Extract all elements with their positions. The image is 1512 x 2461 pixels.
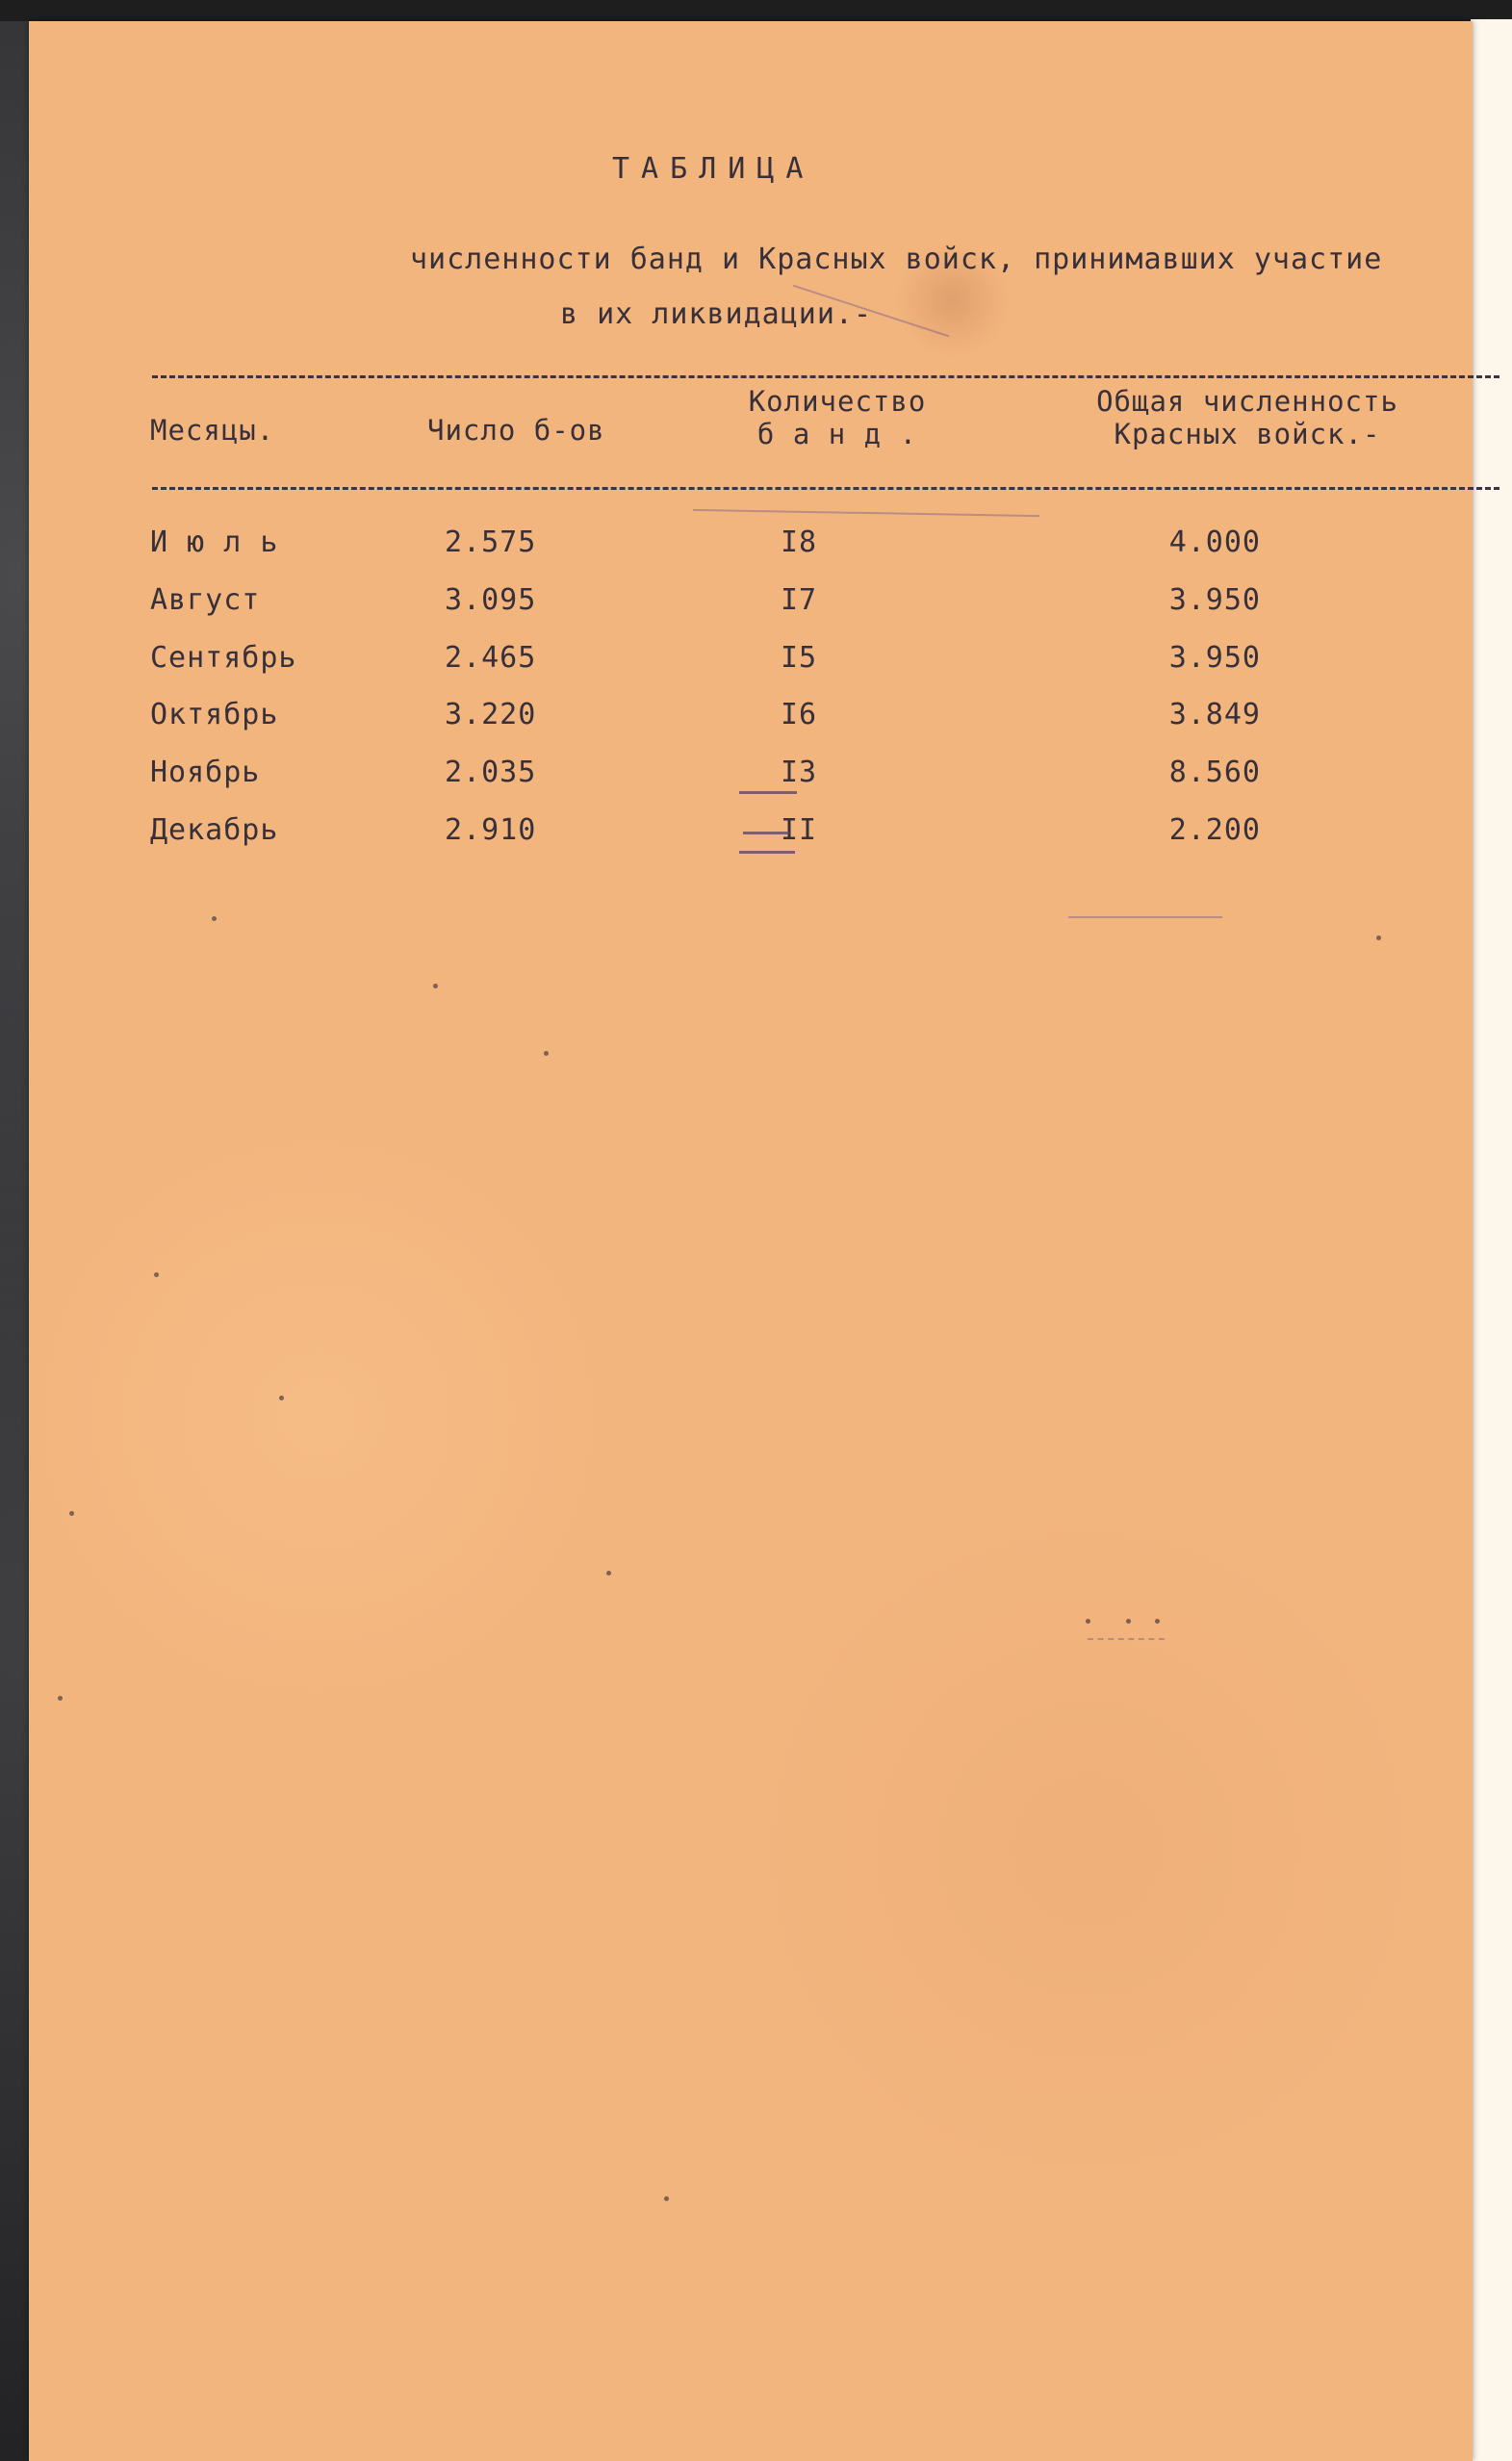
paper-speck [1155, 1619, 1160, 1624]
paper-edge-strip [1471, 19, 1512, 2461]
document-title: ТАБЛИЦА [612, 152, 815, 186]
cell-bands: I8 [780, 526, 818, 559]
document-subtitle-line1: численности банд и Красных войск, принимавших участие [410, 243, 1383, 276]
paper-speck [69, 1511, 74, 1516]
pencil-underline [739, 851, 795, 854]
paper-speck [664, 2196, 669, 2201]
table-top-rule [152, 375, 1499, 378]
cell-bands: I7 [780, 583, 818, 617]
cell-month: Август [150, 583, 261, 617]
header-bands-line1: Количество [748, 385, 927, 418]
cell-bands: I3 [780, 756, 818, 789]
paper-speck [1126, 1619, 1131, 1624]
header-troops [1074, 385, 1421, 450]
cell-month: Октябрь [150, 698, 279, 731]
cell-bands: I6 [780, 698, 818, 731]
cell-troops: 2.200 [1168, 813, 1261, 847]
paper-speck [1086, 1619, 1090, 1624]
header-month: Месяцы. [150, 414, 275, 447]
pencil-stroke [693, 509, 1039, 517]
cell-troops: 3.950 [1168, 583, 1261, 617]
paper-speck [544, 1051, 549, 1056]
cell-month: Сентябрь [150, 641, 297, 675]
cell-month: И ю л ь [150, 526, 279, 559]
cell-troops: 4.000 [1168, 526, 1261, 559]
cell-month: Декабрь [150, 813, 279, 847]
paper-speck [606, 1571, 611, 1576]
cell-bands: II [780, 813, 818, 847]
cell-count: 2.465 [445, 641, 537, 675]
cell-count: 3.220 [445, 698, 537, 731]
document-subtitle-line2: в их ликвидации.- [560, 297, 873, 331]
pencil-stroke [1068, 916, 1222, 918]
cell-bands: I5 [780, 641, 818, 675]
paper-speck [154, 1272, 159, 1277]
paper-speck [212, 916, 217, 921]
cell-month: Ноябрь [150, 756, 261, 789]
header-troops-line2: Красных войск.- [1114, 418, 1381, 450]
header-troops-line1: Общая численность [1096, 385, 1398, 418]
pencil-underline [743, 832, 789, 834]
header-bands [722, 385, 953, 450]
table-header-rule [152, 487, 1499, 490]
cell-troops: 8.560 [1168, 756, 1261, 789]
paper-speck [279, 1396, 284, 1400]
document-page [29, 21, 1473, 2461]
pencil-underline [739, 791, 797, 794]
cell-count: 3.095 [445, 583, 537, 617]
cell-count: 2.575 [445, 526, 537, 559]
paper-speck [1376, 936, 1381, 940]
paper-speck [58, 1696, 63, 1701]
scanner-top-edge [0, 0, 1512, 21]
cell-troops: 3.849 [1168, 698, 1261, 731]
cell-troops: 3.950 [1168, 641, 1261, 675]
cell-count: 2.910 [445, 813, 537, 847]
header-count: Число б-ов [427, 414, 605, 447]
paper-speck [433, 984, 438, 988]
header-bands-line2: б а н д . [756, 418, 918, 450]
cell-count: 2.035 [445, 756, 537, 789]
pencil-stroke [1088, 1638, 1165, 1640]
